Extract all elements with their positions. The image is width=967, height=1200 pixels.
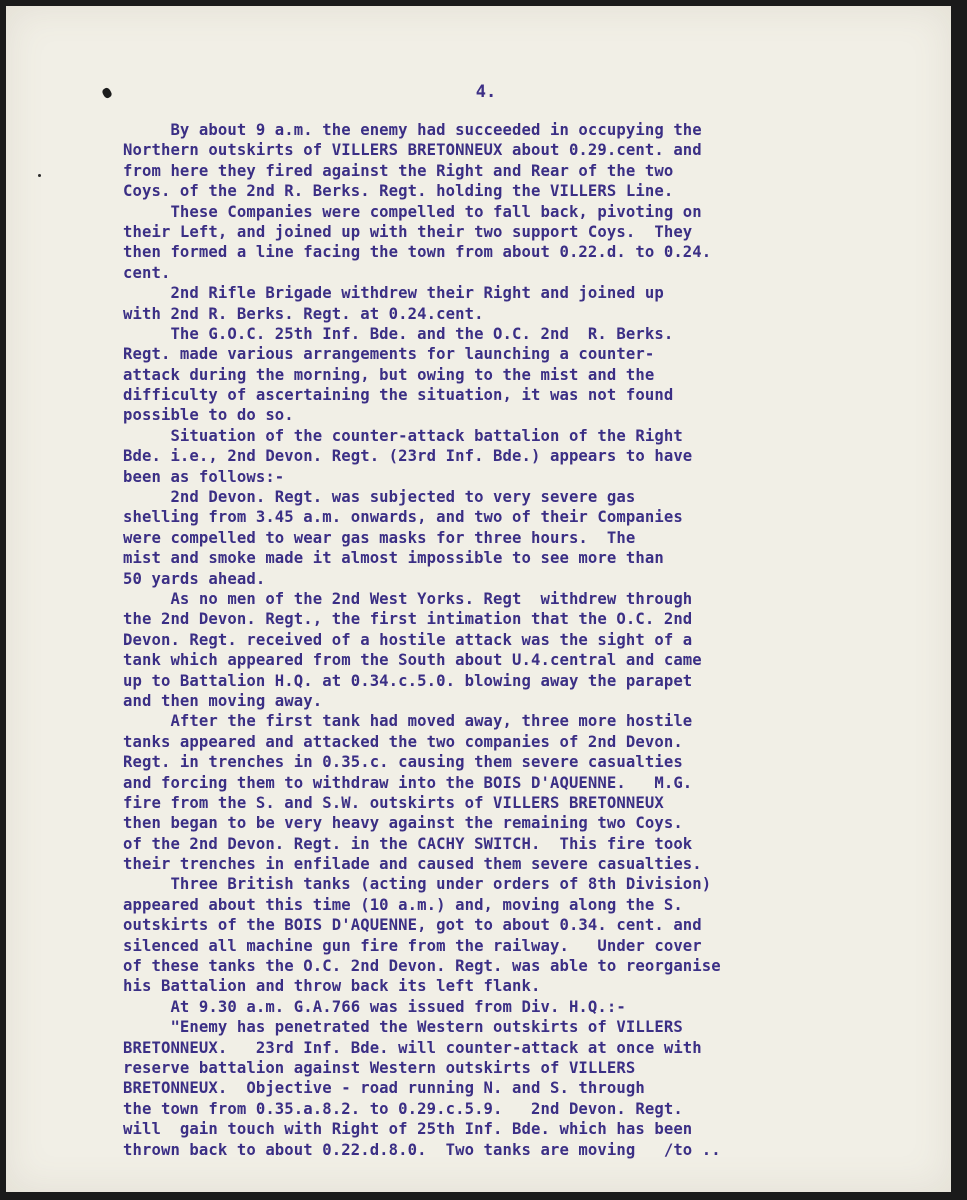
document-page xyxy=(6,6,951,1192)
text-line: tanks appeared and attacked the two companies of 2nd Devon. xyxy=(123,732,683,751)
text-line: tank which appeared from the South about U.4.central and came xyxy=(123,651,702,670)
text-line: silenced all machine gun fire from the railway. Under cover xyxy=(123,936,702,955)
text-line: reserve battalion against Western outskirts of VILLERS xyxy=(123,1058,636,1077)
ink-dot xyxy=(38,174,41,177)
text-line: their Left, and joined up with their two support Coys. They xyxy=(123,222,693,241)
text-line: As no men of the 2nd West Yorks. Regt withdrew through xyxy=(123,589,693,608)
text-line: Situation of the counter-attack battalion of the Right xyxy=(123,426,683,445)
text-line: been as follows:- xyxy=(123,467,285,486)
text-line: his Battalion and throw back its left flank. xyxy=(123,977,541,996)
text-line: their trenches in enfilade and caused them severe casualties. xyxy=(123,855,702,874)
text-line: difficulty of ascertaining the situation, it was not found xyxy=(123,386,674,405)
text-line: At 9.30 a.m. G.A.766 was issued from Div. H.Q.:- xyxy=(123,997,626,1016)
text-line: "Enemy has penetrated the Western outskirts of VILLERS xyxy=(123,1018,683,1037)
text-line: attack during the morning, but owing to the mist and the xyxy=(123,365,655,384)
typed-body-text xyxy=(123,120,923,1160)
text-line: Devon. Regt. received of a hostile attack was the sight of a xyxy=(123,630,693,649)
text-line: After the first tank had moved away, three more hostile xyxy=(123,712,693,731)
text-line: then began to be very heavy against the remaining two Coys. xyxy=(123,814,683,833)
text-line: fire from the S. and S.W. outskirts of VILLERS BRETONNEUX xyxy=(123,793,664,812)
text-line: BRETONNEUX. Objective - road running N. and S. through xyxy=(123,1079,645,1098)
text-line: of these tanks the O.C. 2nd Devon. Regt. was able to reorganise xyxy=(123,957,721,976)
text-line: appeared about this time (10 a.m.) and, moving along the S. xyxy=(123,895,683,914)
text-line: By about 9 a.m. the enemy had succeeded in occupying the xyxy=(123,121,702,139)
text-line: Three British tanks (acting under orders of 8th Division) xyxy=(123,875,712,894)
text-line: BRETONNEUX. 23rd Inf. Bde. will counter-attack at once with xyxy=(123,1038,702,1057)
text-line: mist and smoke made it almost impossible to see more than xyxy=(123,549,664,568)
text-line: possible to do so. xyxy=(123,406,294,425)
text-line: cent. xyxy=(123,263,171,282)
text-line: The G.O.C. 25th Inf. Bde. and the O.C. 2nd R. Berks. xyxy=(123,324,674,343)
text-line: These Companies were compelled to fall back, pivoting on xyxy=(123,202,702,221)
text-line: will gain touch with Right of 25th Inf. Bde. which has been xyxy=(123,1120,693,1139)
text-line: Bde. i.e., 2nd Devon. Regt. (23rd Inf. Bde.) appears to have xyxy=(123,447,693,466)
text-line: with 2nd R. Berks. Regt. at 0.24.cent. xyxy=(123,304,484,323)
text-line: and then moving away. xyxy=(123,691,323,710)
text-line: 50 yards ahead. xyxy=(123,569,266,588)
text-line: 2nd Rifle Brigade withdrew their Right and joined up xyxy=(123,284,664,303)
text-line: from here they fired against the Right and Rear of the two xyxy=(123,161,674,180)
text-line: shelling from 3.45 a.m. onwards, and two of their Companies xyxy=(123,508,683,527)
text-line: outskirts of the BOIS D'AQUENNE, got to about 0.34. cent. and xyxy=(123,916,702,935)
text-line: and forcing them to withdraw into the BOIS D'AQUENNE. M.G. xyxy=(123,773,693,792)
text-line: the town from 0.35.a.8.2. to 0.29.c.5.9. 2nd Devon. Regt. xyxy=(123,1099,683,1118)
text-line: were compelled to wear gas masks for three hours. The xyxy=(123,528,636,547)
text-line: Coys. of the 2nd R. Berks. Regt. holding the VILLERS Line. xyxy=(123,182,674,201)
page-number: 4. xyxy=(475,82,497,102)
text-line: thrown back to about 0.22.d.8.0. Two tanks are moving /to .. xyxy=(123,1140,721,1159)
text-line: up to Battalion H.Q. at 0.34.c.5.0. blowing away the parapet xyxy=(123,671,693,690)
text-line: Regt. in trenches in 0.35.c. causing them severe casualties xyxy=(123,753,683,772)
text-line: then formed a line facing the town from about 0.22.d. to 0.24. xyxy=(123,243,712,262)
text-line: 2nd Devon. Regt. was subjected to very severe gas xyxy=(123,488,636,507)
text-line: of the 2nd Devon. Regt. in the CACHY SWITCH. This fire took xyxy=(123,834,693,853)
text-line: Regt. made various arrangements for launching a counter- xyxy=(123,345,655,364)
text-line: Northern outskirts of VILLERS BRETONNEUX about 0.29.cent. and xyxy=(123,141,702,160)
text-line: the 2nd Devon. Regt., the first intimation that the O.C. 2nd xyxy=(123,610,693,629)
